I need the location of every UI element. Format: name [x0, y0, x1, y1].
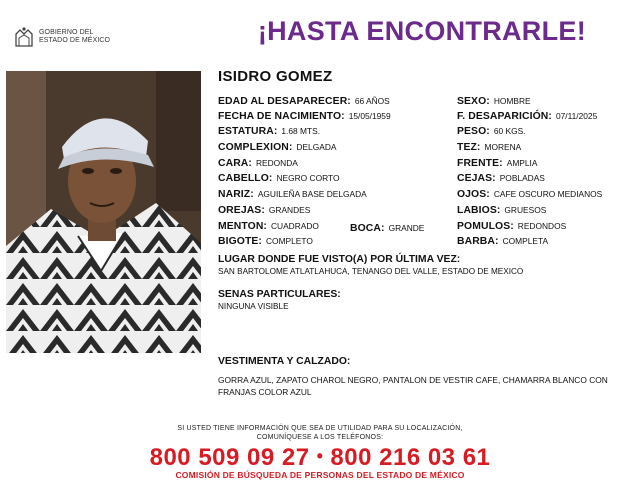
field-label: NARIZ:: [218, 189, 254, 200]
field-face: [218, 158, 298, 169]
field-value: HOMBRE: [493, 96, 531, 106]
field-lips: [457, 205, 546, 216]
field-value: 07/11/2025: [555, 111, 598, 121]
field-complexion: [457, 142, 521, 153]
field-nose: [218, 189, 367, 200]
field-value: GRUESOS: [504, 205, 547, 215]
field-age: [218, 96, 390, 107]
headline: ¡HASTA ENCONTRARLE!: [257, 16, 586, 46]
field-cheekbones: [457, 221, 566, 232]
last-seen-label: LUGAR DONDE FUE VISTO(A) POR ÚLTIMA VEZ:: [218, 254, 461, 265]
field-mustache: [218, 236, 313, 247]
field-label: CABELLO:: [218, 173, 273, 184]
field-eyebrows: [457, 173, 545, 184]
person-name: ISIDRO GOMEZ: [218, 68, 333, 85]
logo-line-1: GOBIERNO DEL: [39, 29, 94, 36]
info-line-1: SI USTED TIENE INFORMACIÓN QUE SEA DE UTILIDAD PARA SU LOCALIZACIÓN,: [177, 425, 463, 432]
phone-separator: •: [316, 446, 324, 466]
field-value: REDONDA: [255, 158, 298, 168]
marks-label: SENAS PARTICULARES:: [218, 289, 341, 300]
field-label: BIGOTE:: [218, 236, 262, 247]
field-value: COMPLETO: [266, 236, 313, 246]
person-photo: [6, 71, 201, 353]
field-label: ESTATURA:: [218, 126, 278, 137]
field-value: 15/05/1959: [348, 111, 391, 121]
field-label: FECHA DE NACIMIENTO:: [218, 111, 345, 122]
logo-text: [39, 29, 110, 45]
field-forehead: [457, 158, 537, 169]
field-value: DELGADA: [296, 142, 337, 152]
field-value: REDONDOS: [517, 221, 567, 231]
government-logo: [14, 24, 144, 50]
field-weight: [457, 126, 526, 137]
field-value: 66 AÑOS: [354, 96, 390, 106]
field-value: POBLADAS: [499, 173, 545, 183]
field-label: CARA:: [218, 158, 252, 169]
field-value: CAFE OSCURO MEDIANOS: [493, 189, 603, 199]
field-birthdate: [218, 111, 391, 122]
field-label: PESO:: [457, 126, 490, 137]
field-value: 60 KGS.: [493, 126, 526, 136]
field-mouth: [350, 223, 424, 234]
field-value: GRANDES: [268, 205, 311, 215]
field-label: SEXO:: [457, 96, 490, 107]
commission-name: COMISIÓN DE BÚSQUEDA DE PERSONAS DEL ESTADO DE MÉXICO: [175, 470, 465, 480]
field-value: AMPLIA: [506, 158, 538, 168]
field-value: CUADRADO: [271, 221, 319, 231]
field-label: CEJAS:: [457, 173, 496, 184]
field-value: COMPLETA: [502, 236, 549, 246]
marks-value: NINGUNA VISIBLE: [218, 302, 289, 311]
field-eyes: [457, 189, 602, 200]
field-ears: [218, 205, 310, 216]
field-build: [218, 142, 336, 153]
field-label: LABIOS:: [457, 205, 501, 216]
field-disappearance-date: [457, 111, 597, 122]
field-beard: [457, 236, 548, 247]
field-label: BARBA:: [457, 236, 499, 247]
field-hair: [218, 173, 339, 184]
field-sex: [457, 96, 531, 107]
field-label: FRENTE:: [457, 158, 503, 169]
field-value: AGUILEÑA BASE DELGADA: [257, 189, 367, 199]
clothing-value: GORRA AZUL, ZAPATO CHAROL NEGRO, PANTALON DE VESTIR CAFE, CHAMARRA BLANCO CON FRANJAS COLOR AZUL: [218, 375, 608, 397]
logo-line-2: ESTADO DE MÉXICO: [39, 37, 111, 44]
last-seen-value: SAN BARTOLOME ATLATLAHUCA, TENANGO DEL VALLE, ESTADO DE MEXICO: [218, 267, 524, 276]
field-value: MORENA: [484, 142, 522, 152]
field-label: MENTON:: [218, 221, 267, 232]
field-label: COMPLEXION:: [218, 142, 293, 153]
field-label: F. DESAPARICIÓN:: [457, 111, 552, 122]
field-chin: [218, 221, 319, 232]
field-label: TEZ:: [457, 142, 481, 153]
state-emblem-icon: [14, 26, 34, 48]
phone-1[interactable]: 800 509 09 27: [149, 444, 310, 471]
clothing-label: VESTIMENTA Y CALZADO:: [218, 356, 351, 367]
field-value: NEGRO CORTO: [276, 173, 340, 183]
field-height: [218, 126, 320, 137]
field-label: OJOS:: [457, 189, 490, 200]
field-label: POMULOS:: [457, 221, 514, 232]
phone-numbers: [0, 444, 640, 472]
info-line-2: COMUNÍQUESE A LOS TELÉFONOS:: [256, 434, 384, 441]
phone-2[interactable]: 800 216 03 61: [330, 444, 491, 471]
field-label: BOCA:: [350, 223, 385, 234]
field-label: OREJAS:: [218, 205, 265, 216]
field-value: GRANDE: [388, 223, 425, 233]
field-value: 1.68 MTS.: [281, 126, 321, 136]
field-label: EDAD AL DESAPARECER:: [218, 96, 351, 107]
